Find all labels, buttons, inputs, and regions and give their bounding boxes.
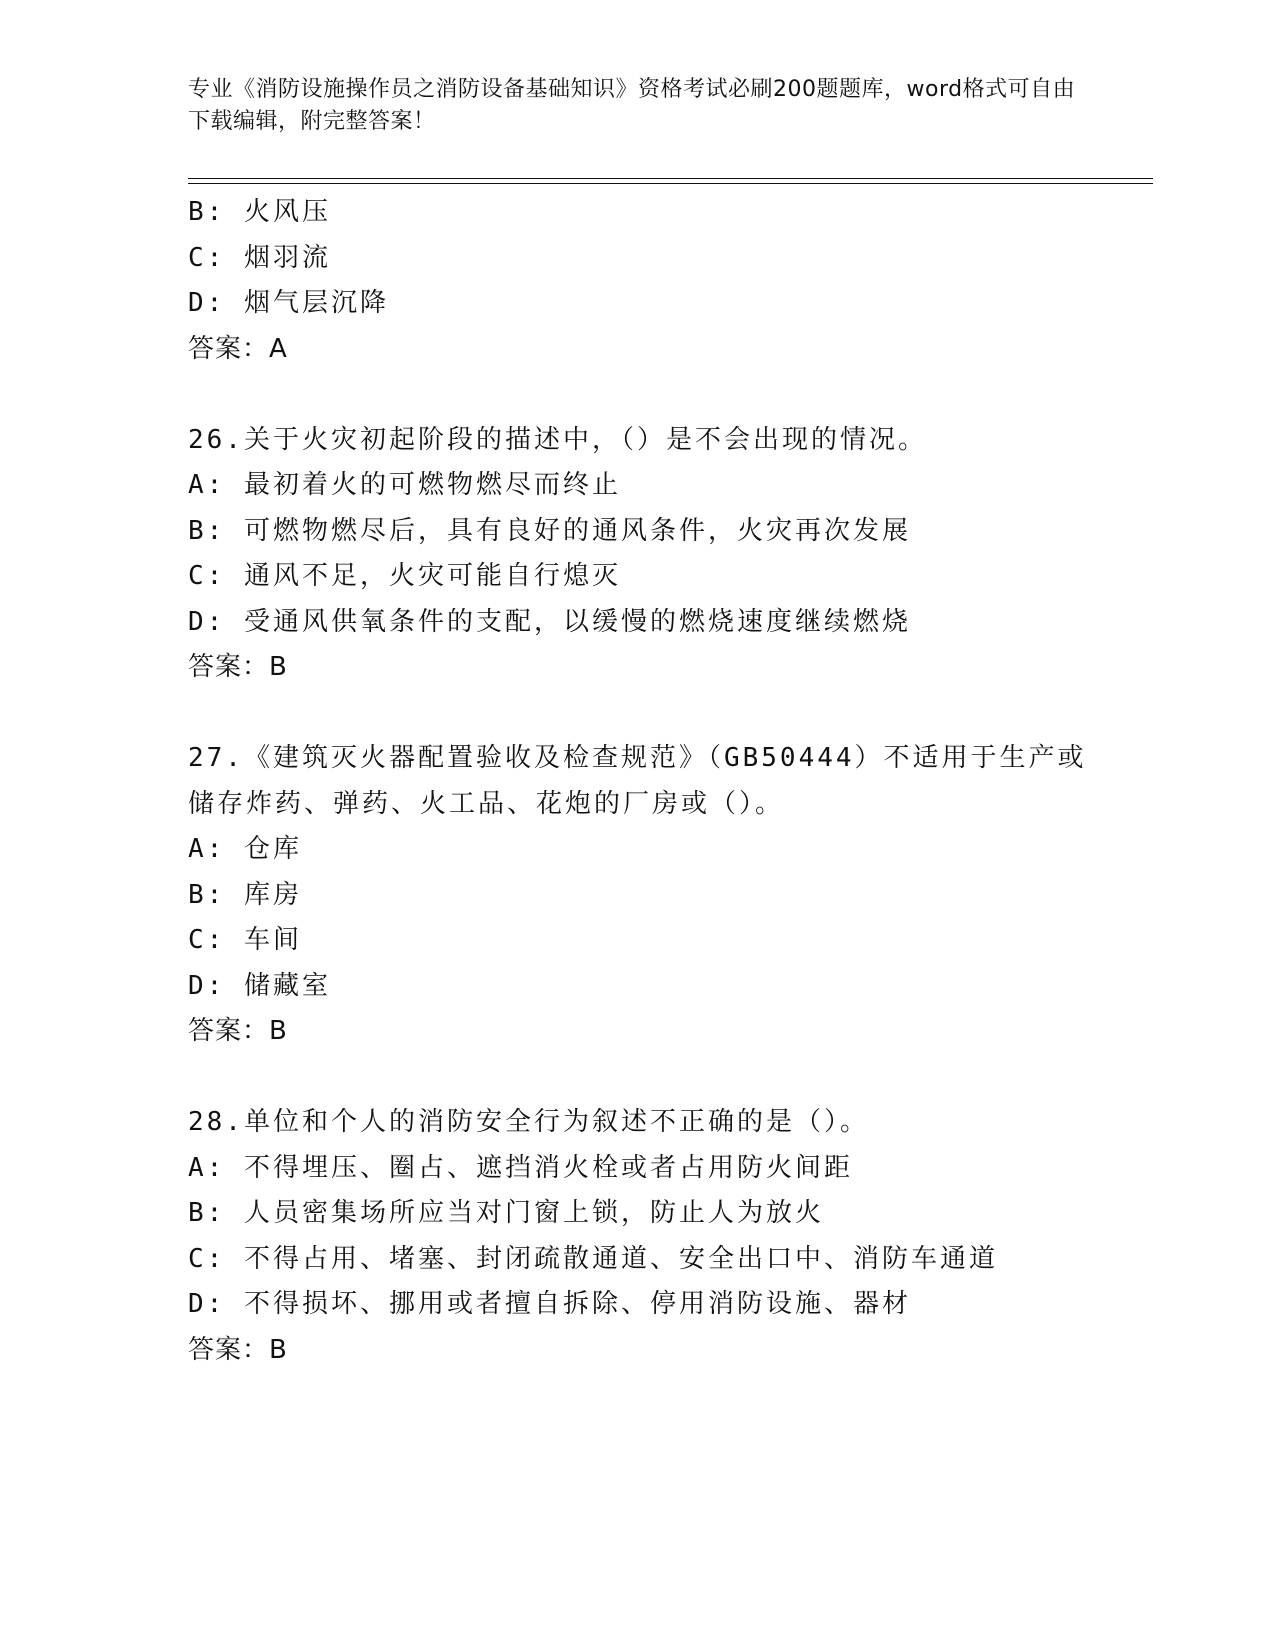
option-b: B: 库房: [188, 879, 302, 910]
option-b: B: 可燃物燃尽后，具有良好的通风条件，火灾再次发展: [188, 515, 911, 546]
question-stem-line-1: 27.《建筑灭火器配置验收及检查规范》（GB50444）不适用于生产或: [188, 743, 1087, 773]
question-content: [188, 190, 1153, 1373]
option-d: D: 烟气层沉降: [188, 288, 389, 318]
option-d: D: 不得损坏、挪用或者擅自拆除、停用消防设施、器材: [188, 1289, 911, 1319]
spacer: [188, 372, 1153, 418]
question-stem: 26.关于火灾初起阶段的描述中，（）是不会出现的情况。: [188, 424, 927, 455]
option-a: A: 不得埋压、圈占、遮挡消火栓或者占用防火间距: [188, 1152, 853, 1183]
question-stem: 28.单位和个人的消防安全行为叙述不正确的是（）。: [188, 1107, 869, 1137]
question-stem-line-2: 储存炸药、弹药、火工品、花炮的厂房或（）。: [188, 788, 785, 819]
option-b: B: 人员密集场所应当对门窗上锁，防止人为放火: [188, 1198, 824, 1228]
option-c: C: 车间: [188, 925, 302, 955]
question-27: [188, 736, 1153, 1055]
option-c: C: 不得占用、堵塞、封闭疏散通道、安全出口中、消防车通道: [188, 1243, 998, 1274]
spacer: [188, 1055, 1153, 1101]
answer-line: 答案：B: [188, 1334, 288, 1365]
document-header: 专业《消防设施操作员之消防设备基础知识》资格考试必刷200题题库，word格式可自由下载编辑，附完整答案！: [188, 77, 1076, 134]
option-c: C: 通风不足，火灾可能自行熄灭: [188, 561, 621, 591]
option-a: A: 最初着火的可燃物燃尽而终止: [188, 470, 621, 500]
answer-line: 答案：B: [188, 652, 288, 682]
previous-question-block: [188, 190, 1153, 372]
option-d: D: 储藏室: [188, 970, 331, 1001]
option-c: C: 烟羽流: [188, 242, 331, 273]
question-26: [188, 418, 1153, 691]
question-28: [188, 1100, 1153, 1373]
option-a: A: 仓库: [188, 834, 302, 864]
header-rule-top: [188, 178, 1153, 179]
spacer: [188, 691, 1153, 737]
option-b: B: 火风压: [188, 197, 331, 227]
option-d: D: 受通风供氧条件的支配，以缓慢的燃烧速度继续燃烧: [188, 606, 911, 637]
answer-line: 答案：A: [188, 333, 288, 364]
answer-line: 答案：B: [188, 1016, 288, 1046]
header-rule-bottom: [188, 183, 1153, 184]
